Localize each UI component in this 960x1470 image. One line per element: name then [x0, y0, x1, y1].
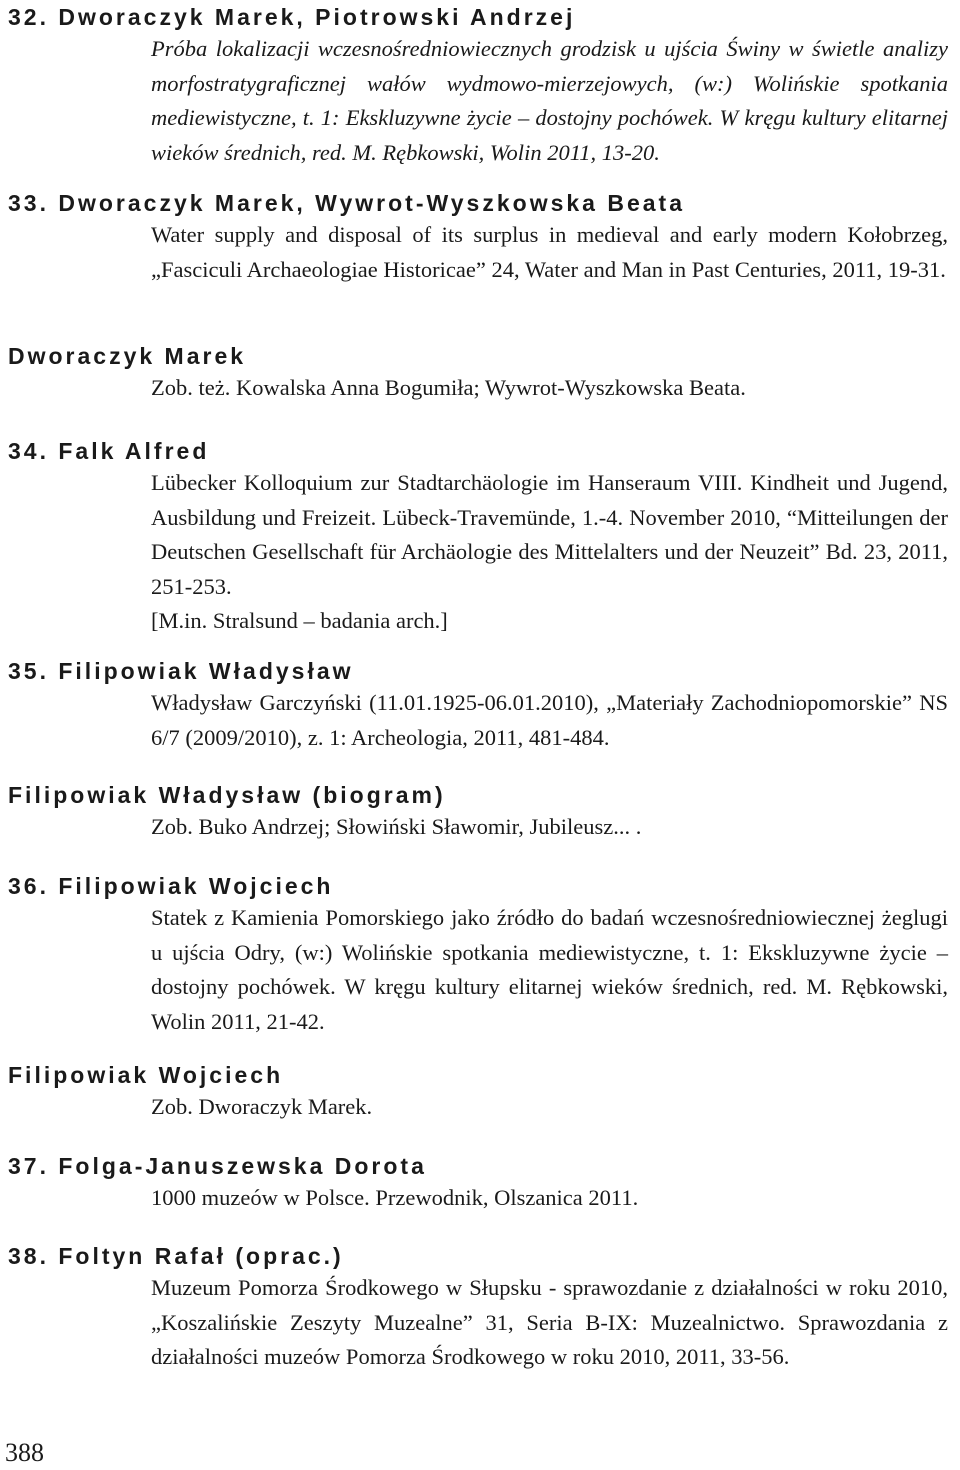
entry-heading: 33. Dworaczyk Marek, Wywrot-Wyszkowska Beata: [8, 190, 685, 216]
entry-heading: 38. Foltyn Rafał (oprac.): [8, 1243, 344, 1269]
entry-37: [0, 1151, 960, 1216]
citation-text: Water supply and disposal of its surplus in medieval and early modern Kołobrzeg, „Fasciculi Archaeologiae Historicae” 24, Water and Man in Past Centuries, 2011, 19-31.: [151, 222, 948, 282]
entry-citation: [151, 686, 948, 755]
citation-text: Zob. Dworaczyk Marek.: [151, 1094, 373, 1119]
entry-heading: 37. Folga-Januszewska Dorota: [8, 1153, 427, 1179]
entry-crossref-dworaczyk: [0, 341, 960, 406]
entry-33: [0, 188, 960, 287]
entry-citation: [151, 371, 948, 406]
entry-heading: Filipowiak Władysław (biogram): [8, 782, 446, 808]
citation-note: [M.in. Stralsund – badania arch.]: [151, 608, 448, 633]
entry-34: [0, 436, 960, 639]
entry-heading: 35. Filipowiak Władysław: [8, 658, 354, 684]
entry-heading: Dworaczyk Marek: [8, 343, 247, 369]
entry-32: [0, 2, 960, 170]
entry-citation: [151, 218, 948, 287]
entry-heading: 36. Filipowiak Wojciech: [8, 873, 334, 899]
citation-text: Statek z Kamienia Pomorskiego jako źródło do badań wczesnośredniowiecznej żeglugi u ujścia Odry, (w:) Wolińskie spotkania mediewistyczne, t. 1: Ekskluzywne życie – dostojny pochówek. W kręgu kultury elitarnej wieków średnich, red. M. Rębkowski, Wolin 2011, 21-42.: [151, 905, 948, 1034]
entry-citation: [151, 466, 948, 639]
citation-text: Muzeum Pomorza Środkowego w Słupsku - sprawozdanie z działalności w roku 2010, „Koszalińskie Zeszyty Muzealne” 31, Seria B-IX: Muzealnictwo. Sprawozdania z działalności muzeów Pomorza Środkowego w roku 2010, 2011, 33-56.: [151, 1275, 948, 1369]
citation-text: Lübecker Kolloquium zur Stadtarchäologie im Hanseraum VIII. Kindheit und Jugend, Ausbildung und Freizeit. Lübeck-Travemünde, 1.-4. November 2010, “Mitteilungen der Deutschen Gesellschaft für Archäologie des Mittelalters und der Neuzeit” Bd. 23, 2011, 251-253.: [151, 470, 948, 599]
entry-36: [0, 871, 960, 1039]
citation-text: Zob. też. Kowalska Anna Bogumiła; Wywrot-Wyszkowska Beata.: [151, 375, 746, 400]
entry-citation: [151, 1090, 948, 1125]
entry-35: [0, 656, 960, 755]
entry-crossref-filipowiak-wojciech: [0, 1060, 960, 1125]
entry-citation: [151, 810, 948, 845]
entry-heading: 34. Falk Alfred: [8, 438, 210, 464]
entry-38: [0, 1241, 960, 1375]
entry-citation: [151, 1181, 948, 1216]
entry-heading: Filipowiak Wojciech: [8, 1062, 284, 1088]
entry-heading: 32. Dworaczyk Marek, Piotrowski Andrzej: [8, 4, 576, 30]
entry-crossref-filipowiak-wladyslaw: [0, 780, 960, 845]
entry-citation: [151, 901, 948, 1039]
entry-citation: [151, 1271, 948, 1375]
page-number: 388: [5, 1438, 44, 1467]
citation-text: Próba lokalizacji wczesnośredniowiecznych grodzisk u ujścia Świny w świetle analizy morfostratygraficznej wałów wydmowo-mierzejowych, (w:) Wolińskie spotkania mediewistyczne, t. 1: Ekskluzywne życie – dostojny pochówek. W kręgu kultury elitarnej wieków średnich, red. M. Rębkowski, Wolin 2011, 13-20.: [151, 36, 948, 165]
citation-text: 1000 muzeów w Polsce. Przewodnik, Olszanica 2011.: [151, 1185, 639, 1210]
citation-text: Władysław Garczyński (11.01.1925-06.01.2010), „Materiały Zachodniopomorskie” NS 6/7 (2009/2010), z. 1: Archeologia, 2011, 481-484.: [151, 690, 948, 750]
citation-text: Zob. Buko Andrzej; Słowiński Sławomir, Jubileusz... .: [151, 814, 642, 839]
entry-citation: [151, 32, 948, 170]
